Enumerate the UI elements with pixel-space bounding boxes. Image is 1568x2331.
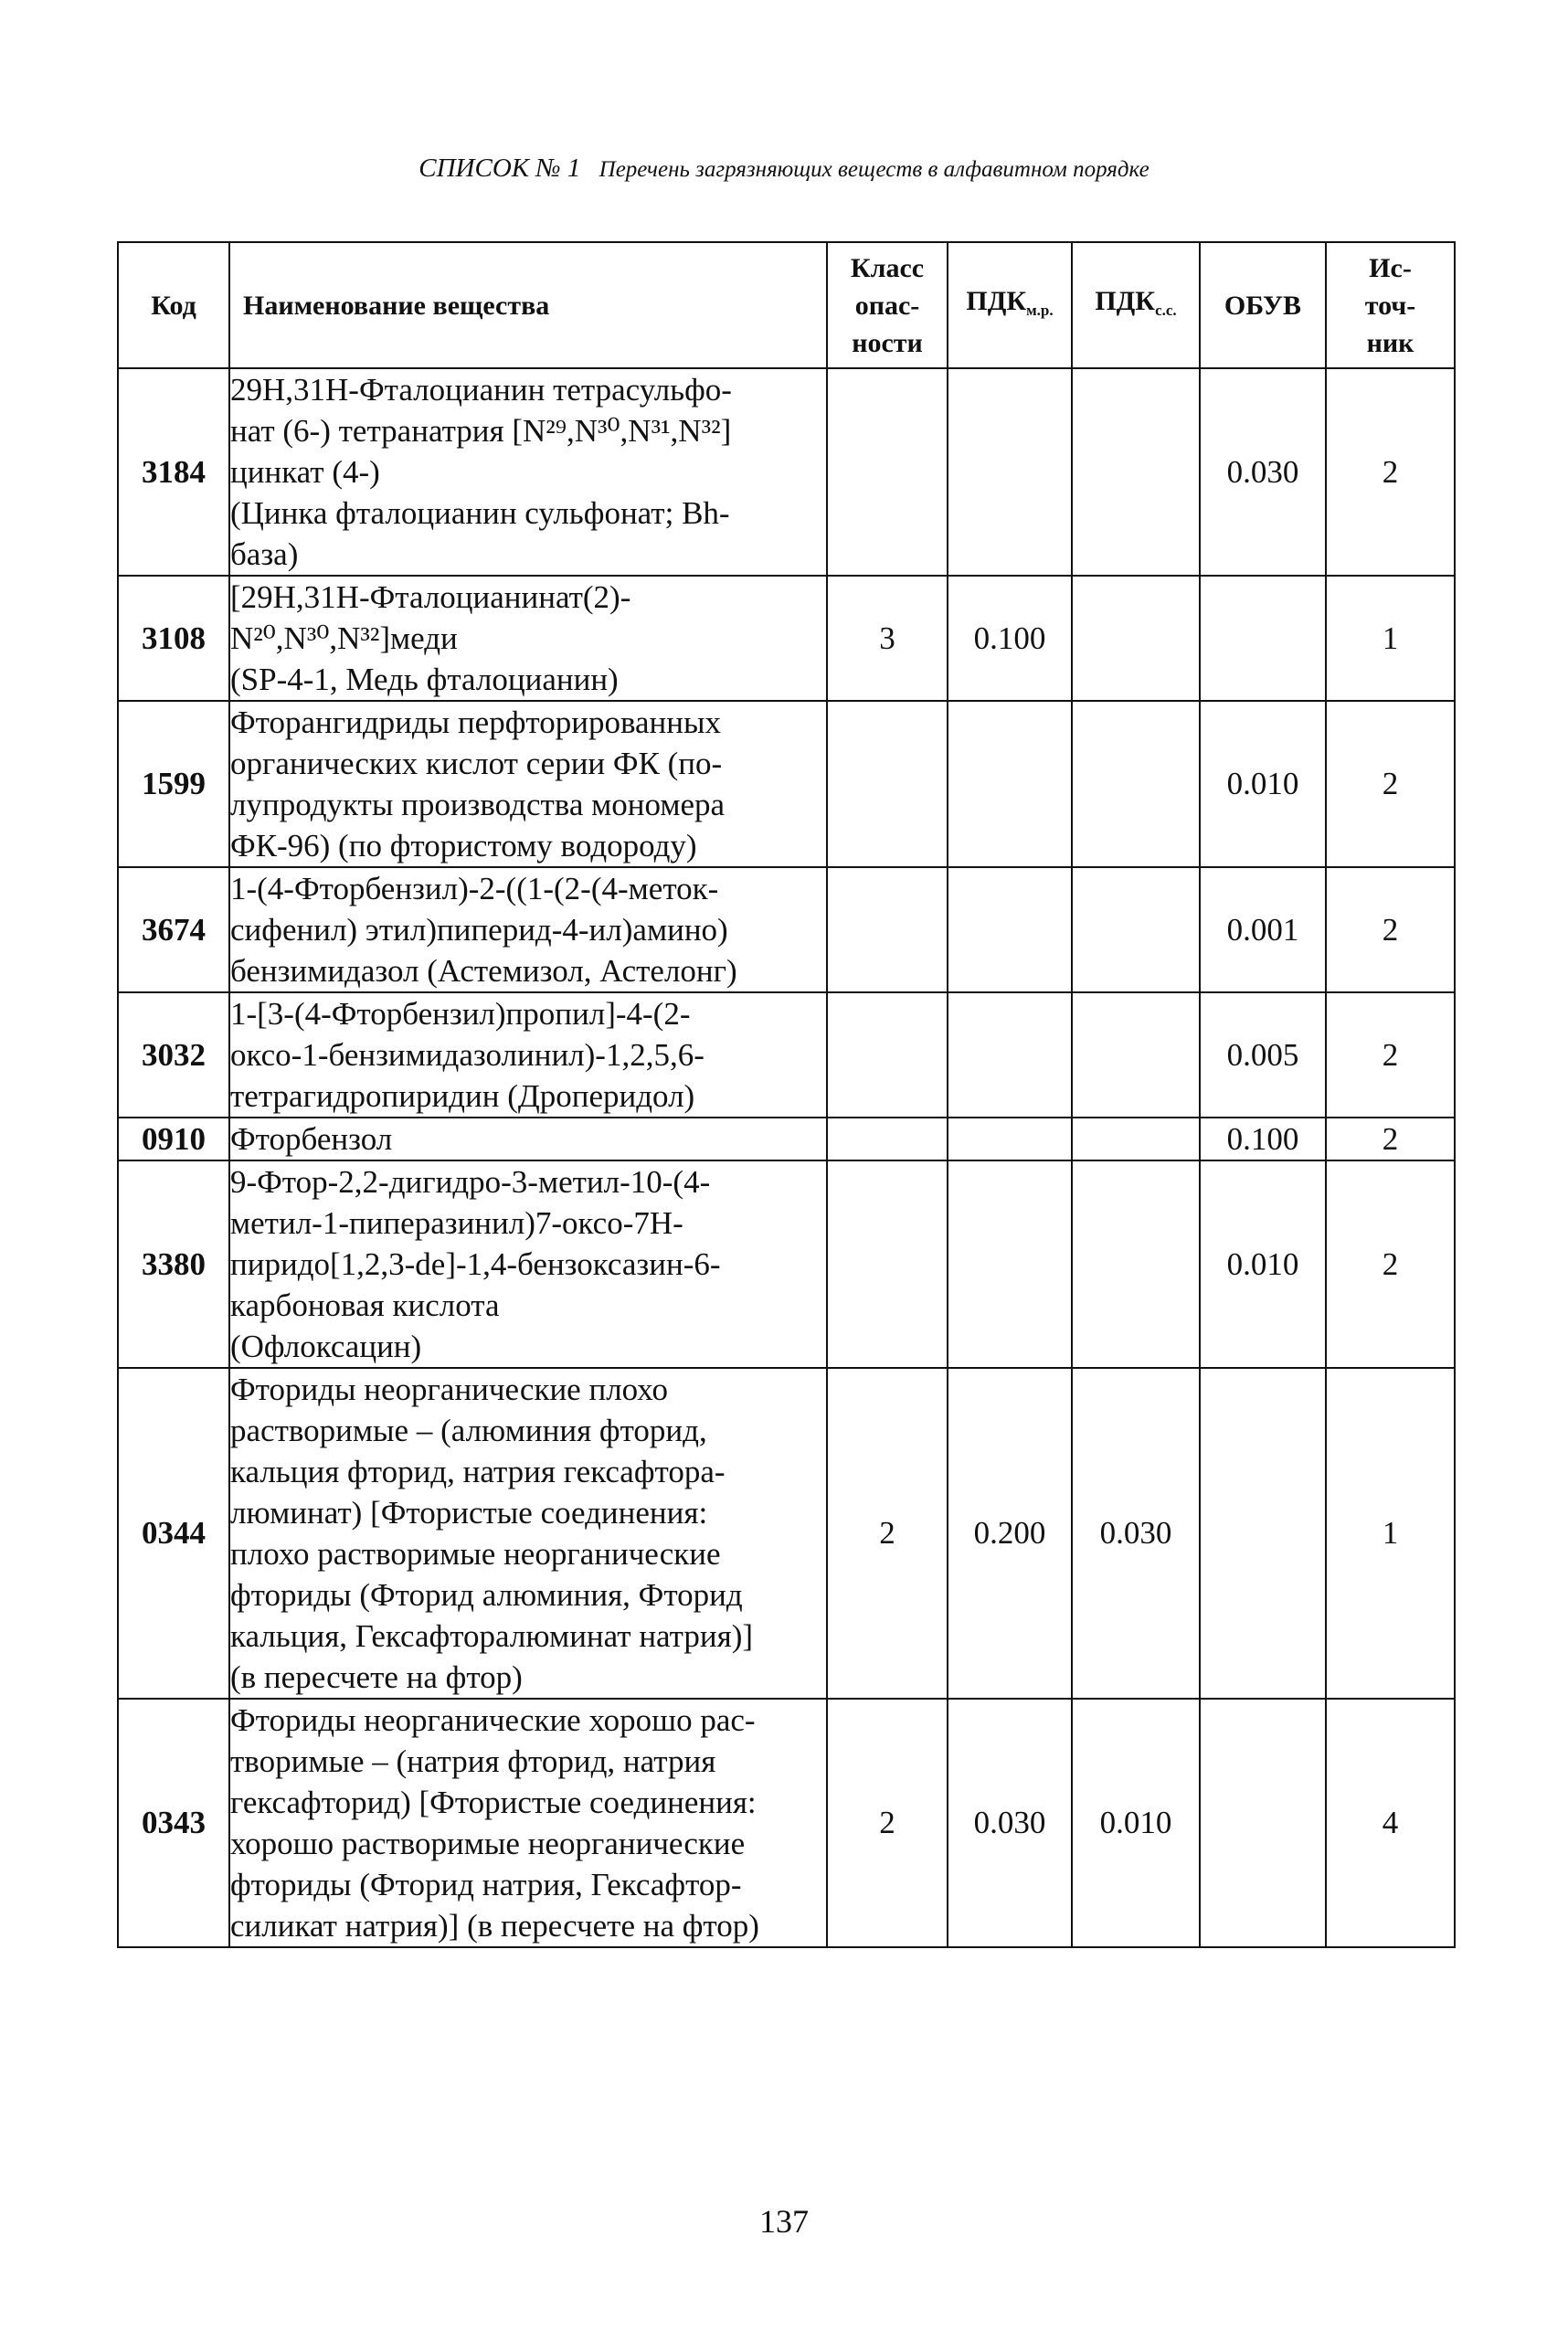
hazard-class-value [827, 368, 948, 576]
pdk-mr-value: 0.100 [948, 576, 1072, 701]
pdk-mr-value [948, 701, 1072, 867]
pdk-ss-value [1072, 576, 1200, 701]
substance-name-line: органических кислот серии ФК (по- [230, 746, 723, 781]
page-header [0, 154, 1568, 184]
substance-name-line: растворимые – (алюминия фторид, [230, 1413, 707, 1448]
substance-name-line: бензимидазол (Астемизол, Астелонг) [230, 953, 737, 989]
substance-name-line: [29H,31H-Фталоцианинат(2)- [230, 579, 631, 615]
substance-name [229, 867, 827, 992]
list-title: Перечень загрязняющих веществ в алфавитном порядке [599, 157, 1150, 182]
obuv-value: 0.010 [1200, 701, 1326, 867]
substance-name-line: N²⁰,N³⁰,N³²]меди [230, 620, 458, 656]
table-row [118, 1368, 1455, 1699]
substance-name [229, 992, 827, 1118]
substance-name [229, 368, 827, 576]
table-body [118, 368, 1455, 1947]
substance-name-line: Фториды неорганические хорошо рас- [230, 1702, 756, 1738]
list-label: СПИСОК № 1 [418, 154, 581, 183]
substances-table [117, 241, 1456, 1948]
substance-name-line: метил-1-пиперазинил)7-оксо-7H- [230, 1205, 683, 1241]
source-value: 1 [1326, 576, 1455, 701]
substance-name [229, 1368, 827, 1699]
hazard-class-value [827, 701, 948, 867]
pdk-ss-value [1072, 867, 1200, 992]
substance-name-line: Фторангидриды перфторированных [230, 705, 722, 740]
substance-name-line: 1-[3-(4-Фторбензил)пропил]-4-(2- [230, 996, 691, 1032]
substance-name-line: люминат) [Фтористые соединения: [230, 1495, 708, 1531]
substance-name-line: лупродукты производства мономера [230, 787, 726, 822]
hazard-class-value: 2 [827, 1699, 948, 1947]
substance-name-line: нат (6-) тетранатрия [N²⁹,N³⁰,N³¹,N³²] [230, 413, 732, 449]
substance-name-line: 9-Фтор-2,2-дигидро-3-метил-10-(4- [230, 1164, 711, 1200]
pdk-mr-value [948, 1118, 1072, 1160]
substance-name [229, 576, 827, 701]
pdk-ss-value [1072, 1118, 1200, 1160]
obuv-value [1200, 576, 1326, 701]
hazard-class-value [827, 992, 948, 1118]
col-header-code: Код [118, 242, 229, 368]
pdk-ss-value [1072, 368, 1200, 576]
substance-name [229, 1118, 827, 1160]
obuv-value: 0.010 [1200, 1160, 1326, 1368]
substance-name-line: творимые – (натрия фторид, натрия [230, 1743, 716, 1779]
table-row [118, 1699, 1455, 1947]
obuv-value: 0.001 [1200, 867, 1326, 992]
obuv-value: 0.100 [1200, 1118, 1326, 1160]
substance-name-line: цинкат (4-) [230, 454, 380, 490]
pdk-mr-value: 0.030 [948, 1699, 1072, 1947]
pdk-ss-value [1072, 701, 1200, 867]
pdk-mr-value [948, 867, 1072, 992]
substance-name-line: Фторбензол [230, 1121, 393, 1157]
substance-name-line: плохо растворимые неорганические [230, 1536, 721, 1572]
table-row [118, 867, 1455, 992]
obuv-value: 0.005 [1200, 992, 1326, 1118]
substance-name-line: сифенил) этил)пиперид-4-ил)амино) [230, 912, 728, 948]
substance-name-line: (Цинка фталоцианин сульфонат; Bh- [230, 495, 730, 531]
substance-name-line: тетрагидропиридин (Дроперидол) [230, 1078, 695, 1114]
substance-code: 1599 [118, 701, 229, 867]
col-header-obuv: ОБУВ [1200, 242, 1326, 368]
substance-code: 3032 [118, 992, 229, 1118]
obuv-value [1200, 1699, 1326, 1947]
substance-name-line: силикат натрия)] (в пересчете на фтор) [230, 1908, 759, 1944]
substance-code: 0343 [118, 1699, 229, 1947]
pdk-mr-value [948, 992, 1072, 1118]
source-value: 2 [1326, 867, 1455, 992]
table-row [118, 992, 1455, 1118]
source-value: 2 [1326, 1160, 1455, 1368]
substance-name-line: карбоновая кислота [230, 1287, 500, 1323]
table-row [118, 368, 1455, 576]
source-value: 2 [1326, 992, 1455, 1118]
table-row [118, 1160, 1455, 1368]
col-header-name: Наименование вещества [229, 242, 827, 368]
substance-name-line: оксо-1-бензимидазолинил)-1,2,5,6- [230, 1037, 705, 1073]
table-row [118, 701, 1455, 867]
substance-name [229, 1160, 827, 1368]
substance-name-line: (Офлоксацин) [230, 1329, 422, 1364]
hazard-class-value [827, 867, 948, 992]
pdk-ss-value: 0.030 [1072, 1368, 1200, 1699]
col-header-hazard-class: Класс опас- ности [827, 242, 948, 368]
page-number: 137 [759, 2203, 809, 2240]
substance-name-line: хорошо растворимые неорганические [230, 1826, 746, 1861]
source-value: 2 [1326, 1118, 1455, 1160]
table-row [118, 1118, 1455, 1160]
substance-code: 3380 [118, 1160, 229, 1368]
pdk-mr-value [948, 1160, 1072, 1368]
substance-code: 3184 [118, 368, 229, 576]
col-header-pdk-ss: $ПДК_{с.с.}$ [1072, 242, 1200, 368]
substance-name-line: кальция, Гексафторалюминат натрия)] [230, 1618, 754, 1654]
substance-name [229, 701, 827, 867]
hazard-class-value: 3 [827, 576, 948, 701]
substance-name-line: фториды (Фторид натрия, Гексафтор- [230, 1867, 742, 1902]
hazard-class-value [827, 1160, 948, 1368]
pdk-ss-value [1072, 992, 1200, 1118]
source-value: 4 [1326, 1699, 1455, 1947]
substance-name-line: фториды (Фторид алюминия, Фторид [230, 1577, 743, 1613]
substance-name-line: гексафторид) [Фтористые соединения: [230, 1785, 757, 1820]
substance-name-line: (в пересчете на фтор) [230, 1659, 523, 1695]
substance-name-line: ФК-96) (по фтористому водороду) [230, 828, 697, 864]
substance-name-line: (SP-4-1, Медь фталоцианин) [230, 662, 619, 697]
col-header-source: Ис- точ- ник [1326, 242, 1455, 368]
substance-name [229, 1699, 827, 1947]
pdk-mr-value [948, 368, 1072, 576]
hazard-class-value: 2 [827, 1368, 948, 1699]
substance-name-line: 1-(4-Фторбензил)-2-((1-(2-(4-меток- [230, 871, 719, 906]
table-header-row [118, 242, 1455, 368]
substance-code: 3674 [118, 867, 229, 992]
substance-code: 3108 [118, 576, 229, 701]
substance-code: 0344 [118, 1368, 229, 1699]
hazard-class-value [827, 1118, 948, 1160]
substance-name-line: 29H,31H-Фталоцианин тетрасульфо- [230, 372, 732, 408]
source-value: 2 [1326, 368, 1455, 576]
pdk-mr-value: 0.200 [948, 1368, 1072, 1699]
pdk-ss-value [1072, 1160, 1200, 1368]
source-value: 2 [1326, 701, 1455, 867]
substance-code: 0910 [118, 1118, 229, 1160]
substance-name-line: Фториды неорганические плохо [230, 1372, 668, 1407]
table-row [118, 576, 1455, 701]
pdk-ss-value: 0.010 [1072, 1699, 1200, 1947]
source-value: 1 [1326, 1368, 1455, 1699]
substance-name-line: пиридо[1,2,3-de]-1,4-бензоксазин-6- [230, 1246, 721, 1282]
substance-name-line: кальция фторид, натрия гексафтора- [230, 1454, 726, 1489]
substance-name-line: база) [230, 536, 299, 572]
obuv-value [1200, 1368, 1326, 1699]
obuv-value: 0.030 [1200, 368, 1326, 576]
col-header-pdk-mr: $ПДК_{м.р.}$ [948, 242, 1072, 368]
